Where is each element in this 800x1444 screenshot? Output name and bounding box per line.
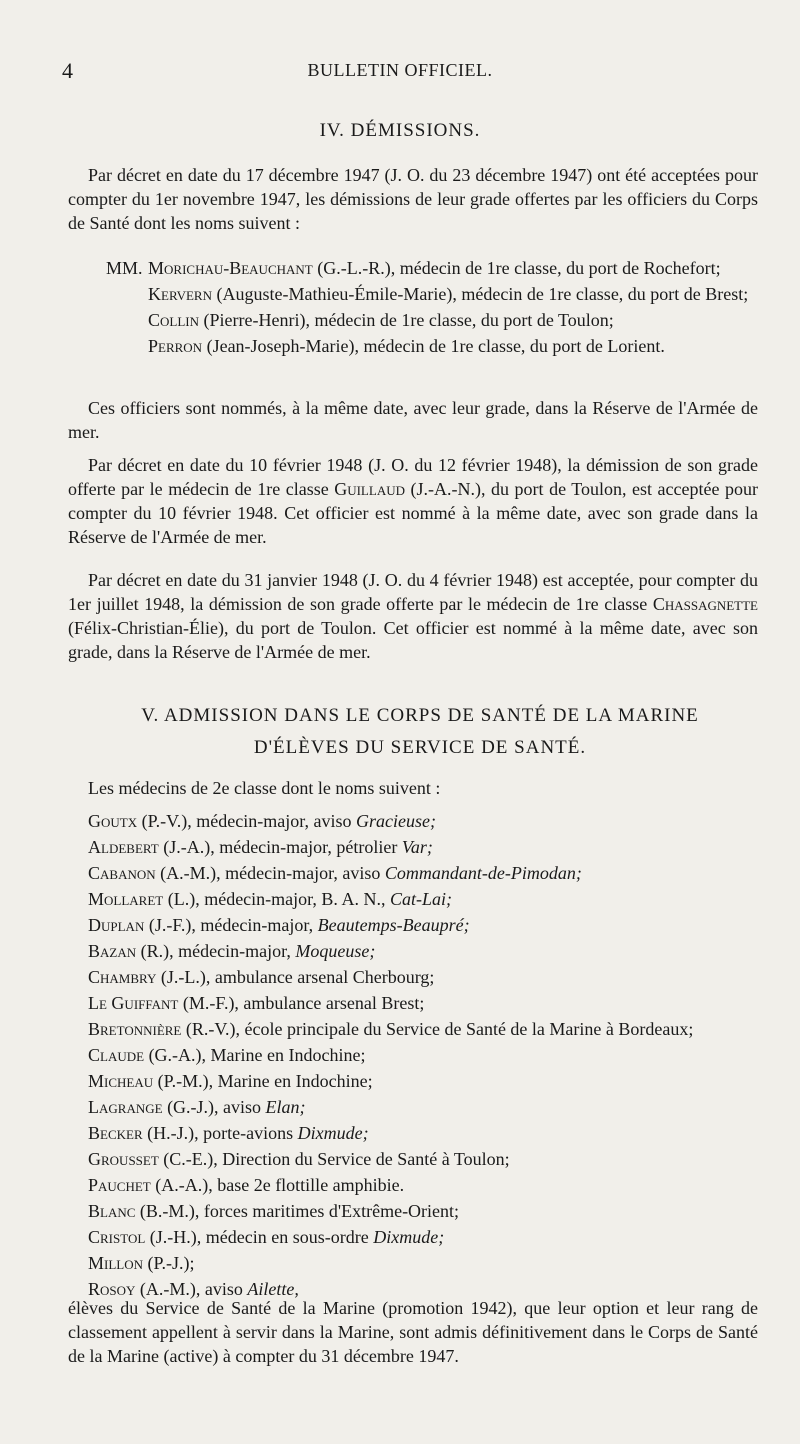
student-details: (P.-J.);: [143, 1253, 195, 1273]
closing-paragraph: élèves du Service de Santé de la Marine (promotion 1942), que leur option et leur rang de classement appellent à servir dans la Marine, sont admis définitivement dans le Corps de Santé de la Marine (active) à compter du 31 décembre 1947.: [68, 1298, 758, 1366]
student-name: Aldebert: [88, 837, 159, 857]
list-item: [88, 1042, 768, 1068]
paragraph-decree-1: Par décret en date du 17 décembre 1947 (J. O. du 23 décembre 1947) ont été acceptées pour compter du 1er novembre 1947, les démissions de leur grade offertes par les officiers du Corps de Santé dont les noms suivent :: [68, 165, 758, 233]
officer-name: Guillaud: [334, 479, 405, 499]
officer-list: [148, 256, 758, 358]
student-name: Micheau: [88, 1071, 154, 1091]
mm-label: MM.: [106, 258, 143, 278]
ship-name: Cat-Lai;: [389, 889, 452, 909]
heading-line-1: V. ADMISSION DANS LE CORPS DE SANTÉ DE LA MARINE: [141, 705, 699, 726]
student-details: (A.-A.), base 2e flottille amphibie.: [150, 1175, 405, 1195]
student-name: Bazan: [88, 941, 137, 961]
ship-name: Commandant-de-Pimodan;: [384, 863, 582, 883]
student-details: (J.-L.), ambulance arsenal Cherbourg;: [156, 967, 435, 987]
student-details: (B.-M.), forces maritimes d'Extrême-Orient;: [135, 1201, 460, 1221]
student-details: (G.-A.), Marine en Indochine;: [144, 1045, 366, 1065]
student-details: (P.-V.), médecin-major, aviso: [137, 811, 357, 831]
ship-name: Var;: [401, 837, 433, 857]
section-heading-admission: [0, 700, 800, 764]
officer-name: Perron: [148, 336, 203, 356]
paragraph-reserve-note: Ces officiers sont nommés, à la même date, avec leur grade, dans la Réserve de l'Armée de mer.: [68, 398, 758, 442]
ship-name: Elan;: [265, 1097, 306, 1117]
decree-text: (Félix-Christian-Élie), du port de Toulon. Cet officier est nommé à la même date, avec son grade, dans la Réserve de l'Armée de mer.: [68, 618, 758, 662]
student-name: Duplan: [88, 915, 145, 935]
ship-name: Ailette,: [247, 1279, 299, 1299]
student-details: (G.-J.), aviso: [162, 1097, 266, 1117]
officer-entry: [148, 282, 758, 306]
officer-name: Morichau-Beauchant: [148, 258, 313, 278]
student-details: (J.-H.), médecin en sous-ordre: [145, 1227, 374, 1247]
section-heading-demissions: IV. DÉMISSIONS.: [319, 120, 481, 141]
student-name: Claude: [88, 1045, 145, 1065]
list-item: [88, 1250, 768, 1276]
decree-text: Par décret en date du 31 janvier 1948 (J. O. du 4 février 1948) est acceptée, pour compter du 1er juillet 1948, la démission de son grade offerte par le médecin de 1re classe: [68, 570, 758, 614]
officer-entry: [148, 256, 758, 280]
student-name: Chambry: [88, 967, 157, 987]
student-details: (M.-F.), ambulance arsenal Brest;: [178, 993, 425, 1013]
officer-details: (Pierre-Henri), médecin de 1re classe, du port de Toulon;: [199, 310, 614, 330]
student-details: (A.-M.), aviso: [135, 1279, 248, 1299]
list-item: [88, 834, 768, 860]
ship-name: Dixmude;: [297, 1123, 369, 1143]
officer-entry: [148, 308, 758, 332]
list-item: [88, 1094, 768, 1120]
officer-name: Chassagnette: [652, 594, 758, 614]
decree-text: Par décret en date du 10 février 1948 (J. O. du 12 février 1948), la démission de son grade offerte par le médecin de 1re classe: [68, 455, 758, 499]
student-details: (P.-M.), Marine en Indochine;: [153, 1071, 373, 1091]
page-number: 4: [62, 58, 73, 83]
list-item: [88, 912, 768, 938]
student-name: Millon: [88, 1253, 143, 1273]
student-details: (R.-V.), école principale du Service de Santé de la Marine à Bordeaux;: [181, 1019, 694, 1039]
student-name: Lagrange: [88, 1097, 163, 1117]
officer-name: Collin: [148, 310, 199, 330]
list-item: [88, 808, 768, 834]
list-item: [88, 1146, 768, 1172]
student-name: Cabanon: [88, 863, 156, 883]
student-list: [88, 808, 768, 1302]
list-item: [88, 1016, 768, 1042]
list-item: [88, 860, 768, 886]
student-details: (H.-J.), porte-avions: [142, 1123, 298, 1143]
student-details: (R.), médecin-major,: [136, 941, 296, 961]
list-item: [88, 1068, 768, 1094]
officer-details: (Auguste-Mathieu-Émile-Marie), médecin de 1re classe, du port de Brest;: [211, 284, 749, 304]
student-name: Bretonnière: [88, 1019, 182, 1039]
officer-name: Kervern: [148, 284, 212, 304]
decree-text: (J.-A.-N.), du port de Toulon, est acceptée pour compter du 10 février 1948. Cet officier est nommé à la même date, avec son grade dans la Réserve de l'Armée de mer.: [68, 479, 758, 547]
student-name: Le Guiffant: [88, 993, 179, 1013]
list-item: [88, 1172, 768, 1198]
student-name: Pauchet: [88, 1175, 151, 1195]
running-title: BULLETIN OFFICIEL.: [307, 60, 493, 80]
student-details: (J.-F.), médecin-major,: [144, 915, 318, 935]
officer-entry: [148, 334, 758, 358]
ship-name: Gracieuse;: [356, 811, 436, 831]
list-item: [88, 1224, 768, 1250]
admission-intro: Les médecins de 2e classe dont le noms suivent :: [88, 778, 441, 798]
list-item: [88, 886, 768, 912]
list-item: [88, 1198, 768, 1224]
student-name: Goutx: [88, 811, 138, 831]
list-item: [88, 1120, 768, 1146]
officer-details: (Jean-Joseph-Marie), médecin de 1re classe, du port de Lorient.: [202, 336, 665, 356]
list-item: [88, 938, 768, 964]
student-details: (J.-A.), médecin-major, pétrolier: [158, 837, 402, 857]
student-name: Mollaret: [88, 889, 164, 909]
list-item: [88, 964, 768, 990]
student-name: Grousset: [88, 1149, 159, 1169]
student-name: Becker: [88, 1123, 143, 1143]
student-name: Blanc: [88, 1201, 136, 1221]
student-details: (A.-M.), médecin-major, aviso: [155, 863, 385, 883]
student-details: (C.-E.), Direction du Service de Santé à Toulon;: [158, 1149, 510, 1169]
student-name: Cristol: [88, 1227, 146, 1247]
heading-line-2: D'ÉLÈVES DU SERVICE DE SANTÉ.: [253, 737, 587, 758]
ship-name: Dixmude;: [373, 1227, 445, 1247]
student-name: Rosoy: [88, 1279, 136, 1299]
officer-details: (G.-L.-R.), médecin de 1re classe, du port de Rochefort;: [312, 258, 721, 278]
student-details: (L.), médecin-major, B. A. N.,: [163, 889, 390, 909]
paragraph-decree-2: [68, 453, 758, 549]
list-item: [88, 990, 768, 1016]
paragraph-decree-3: [68, 568, 758, 664]
ship-name: Moqueuse;: [295, 941, 376, 961]
ship-name: Beautemps-Beaupré;: [317, 915, 470, 935]
